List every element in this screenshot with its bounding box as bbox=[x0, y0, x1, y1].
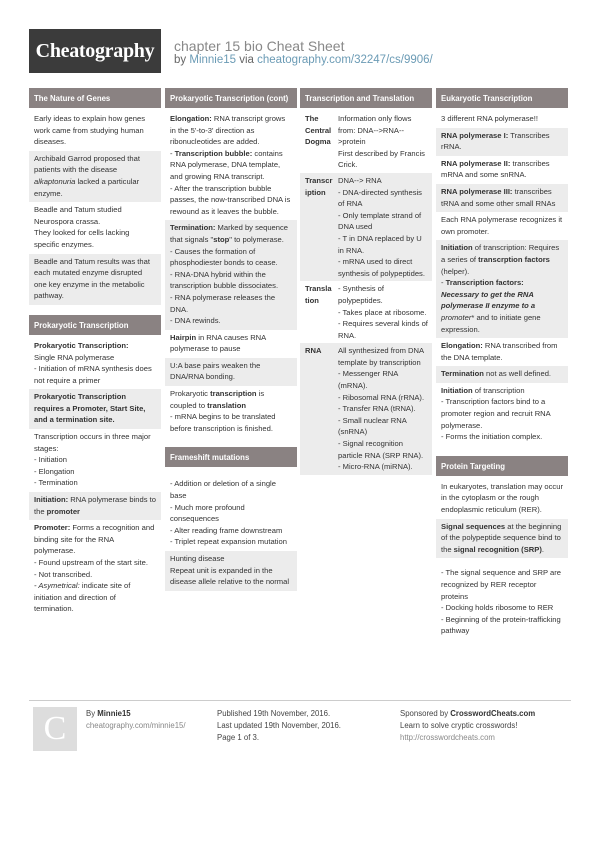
section-heading: Prokaryotic Transcription bbox=[29, 315, 161, 335]
section-heading: Prokaryotic Transcription (cont) bbox=[165, 88, 297, 108]
text-block: Prokaryotic Transcription requires a Promoter, Start Site, and a termination site. bbox=[29, 389, 161, 429]
text-block: RNA polymerase II: transcribes mRNA and some snRNA. bbox=[436, 156, 568, 184]
row-label: Translation bbox=[305, 284, 332, 305]
text-block: - The signal sequence and SRP are recognized by RER receptor proteins - Docking holds ribosome to RER - Beginning of the protein-trafficking pathway bbox=[436, 558, 568, 640]
footer-author-link[interactable]: cheatography.com/minnie15/ bbox=[86, 721, 186, 730]
section-heading: Frameshift mutations bbox=[165, 447, 297, 467]
text-block: Beadle and Tatum studied Neurospora crassa. They looked for cells lacking specific enzymes. bbox=[29, 202, 161, 253]
section-heading: Eukaryotic Transcription bbox=[436, 88, 568, 108]
text-block: U:A base pairs weaken the DNA/RNA bonding. bbox=[165, 358, 297, 386]
row-value: Information only flows from: DNA-->RNA-->protein First described by Francis Crick. bbox=[338, 114, 425, 170]
byline bbox=[174, 54, 433, 66]
text-block: RNA polymerase I: Transcribes rRNA. bbox=[436, 128, 568, 156]
footer-sponsor: Sponsored by CrosswordCheats.com Learn to solve cryptic crosswords! http://crosswordcheats.com bbox=[400, 709, 536, 742]
row-label: Transcription bbox=[305, 175, 333, 197]
table-row bbox=[300, 173, 432, 281]
text-block: Each RNA polymerase recognizes it own promoter. bbox=[436, 212, 568, 240]
sheet-url-link[interactable]: cheatography.com/32247/cs/9906/ bbox=[257, 54, 433, 66]
text-block: In eukaryotes, translation may occur in the cytoplasm or the rough endoplasmic reticulum (RER). bbox=[436, 479, 568, 519]
by-label: by bbox=[174, 54, 187, 66]
row-value: - Synthesis of polypeptides. - Takes place at ribosome. - Requires several kinds of RNA. bbox=[338, 284, 428, 340]
text-block: Transcription occurs in three major stages: - Initiation - Elongation - Termination bbox=[29, 429, 161, 492]
column-2 bbox=[165, 88, 297, 591]
page-title: chapter 15 bio Cheat Sheet bbox=[174, 38, 345, 54]
table-row bbox=[300, 343, 432, 475]
cheatography-c-logo: C bbox=[33, 707, 77, 751]
text-block: Early ideas to explain how genes work came from studying human diseases. bbox=[29, 111, 161, 151]
section-heading: Protein Targeting bbox=[436, 456, 568, 476]
text-block: Archibald Garrod proposed that patients with the disease alkaptonuria lacked a particular enzyme. bbox=[29, 151, 161, 202]
footer-author: By Minnie15 cheatography.com/minnie15/ bbox=[86, 709, 186, 730]
text-block: Prokaryotic Transcription: Single RNA polymerase - Initiation of mRNA synthesis does not require a primer bbox=[29, 338, 161, 389]
column-4 bbox=[436, 88, 568, 640]
author-link[interactable]: Minnie15 bbox=[189, 54, 237, 66]
row-value: All synthesized from DNA template by transcription - Messenger RNA (mRNA). - Ribosomal RNA (rRNA). - Transfer RNA (tRNA). - Small nuclear RNA (snRNA) - Signal recognition particle RNA (SRP RNA). - Micro-RNA (miRNA). bbox=[338, 346, 425, 472]
text-block: 3 different RNA polymerase!! bbox=[436, 111, 568, 128]
text-block: Termination: Marked by sequence that signals "stop" to polymerase. - Causes the formation of phosphodiester bonds to cease. - RNA-DNA hybrid within the transcription bubble dissociates. - RNA polymerase releases the DNA. - DNA rewinds. bbox=[165, 220, 297, 329]
text-block: Initiation of transcription: Requires a series of transcrption factors (helper). - Transcription factors: Necessary to get the RNA polymerase II enzyme to a promoter* and to initiate gene expression. bbox=[436, 240, 568, 338]
footer-divider bbox=[29, 700, 571, 701]
text-block: Termination not as well defined. bbox=[436, 366, 568, 383]
text-block: Prokaryotic transcription is coupled to translation - mRNA begins to be translated before transcription is finished. bbox=[165, 386, 297, 437]
row-label: RNA bbox=[305, 346, 322, 356]
row-label: The Central Dogma bbox=[305, 114, 332, 147]
table-row bbox=[300, 281, 432, 343]
text-block: Signal sequences at the beginning of the polypeptide sequence bind to the signal recognition (SRP). bbox=[436, 519, 568, 559]
text-block: Hairpin in RNA causes RNA polymerase to pause bbox=[165, 330, 297, 358]
text-block: Promoter: Forms a recognition and binding site for the RNA polymerase. - Found upstream of the start site. - Not transcribed. - Asymetrical: indicate site of initiation and direction of termination. bbox=[29, 520, 161, 618]
text-block: Elongation: RNA transcribed from the DNA template. bbox=[436, 338, 568, 366]
table-row bbox=[300, 111, 432, 173]
text-block: Hunting disease Repeat unit is expanded in the disease allele relative to the normal bbox=[165, 551, 297, 591]
column-1 bbox=[29, 88, 161, 618]
footer-author-name[interactable]: Minnie15 bbox=[97, 709, 131, 718]
text-block: Elongation: RNA transcript grows in the 5'-to-3' direction as ribonucleotides are added. - Transcription bubble: contains RNA polymerase, DNA template, and growing RNA transcript. - After the transcription bubble passes, the now-transcribed DNA is rewound as it leaves the bubble. bbox=[165, 111, 297, 220]
footer-dates: Published 19th November, 2016. Last updated 19th November, 2016. Page 1 of 3. bbox=[217, 709, 341, 742]
section-heading: Transcription and Translation bbox=[300, 88, 432, 108]
text-block: RNA polymerase III: transcribes tRNA and some other small RNAs bbox=[436, 184, 568, 212]
text-block: Initiation: RNA polymerase binds to the promoter bbox=[29, 492, 161, 520]
sponsor-link[interactable]: CrosswordCheats.com bbox=[450, 709, 536, 718]
cheatography-logo[interactable]: Cheatography bbox=[29, 29, 161, 73]
sponsor-url-link[interactable]: http://crosswordcheats.com bbox=[400, 733, 495, 742]
text-block: - Addition or deletion of a single base - Much more profound consequences - Alter reading frame downstream - Triplet repeat expansion mutation bbox=[165, 470, 297, 551]
section-heading: The Nature of Genes bbox=[29, 88, 161, 108]
column-3 bbox=[300, 88, 432, 475]
text-block: Initiation of transcription - Transcription factors bind to a promoter region and recruit RNA polymerase. - Forms the initiation complex. bbox=[436, 383, 568, 446]
text-block: Beadle and Tatum results was that each mutated enzyme disrupted one key enzyme in the metabolic pathway. bbox=[29, 254, 161, 305]
via-label: via bbox=[239, 54, 254, 66]
row-value: DNA--> RNA - DNA-directed synthesis of RNA - Only template strand of DNA used - T in DNA replaced by U in RNA. - mRNA used to direct synthesis of polypeptides. bbox=[338, 175, 425, 278]
